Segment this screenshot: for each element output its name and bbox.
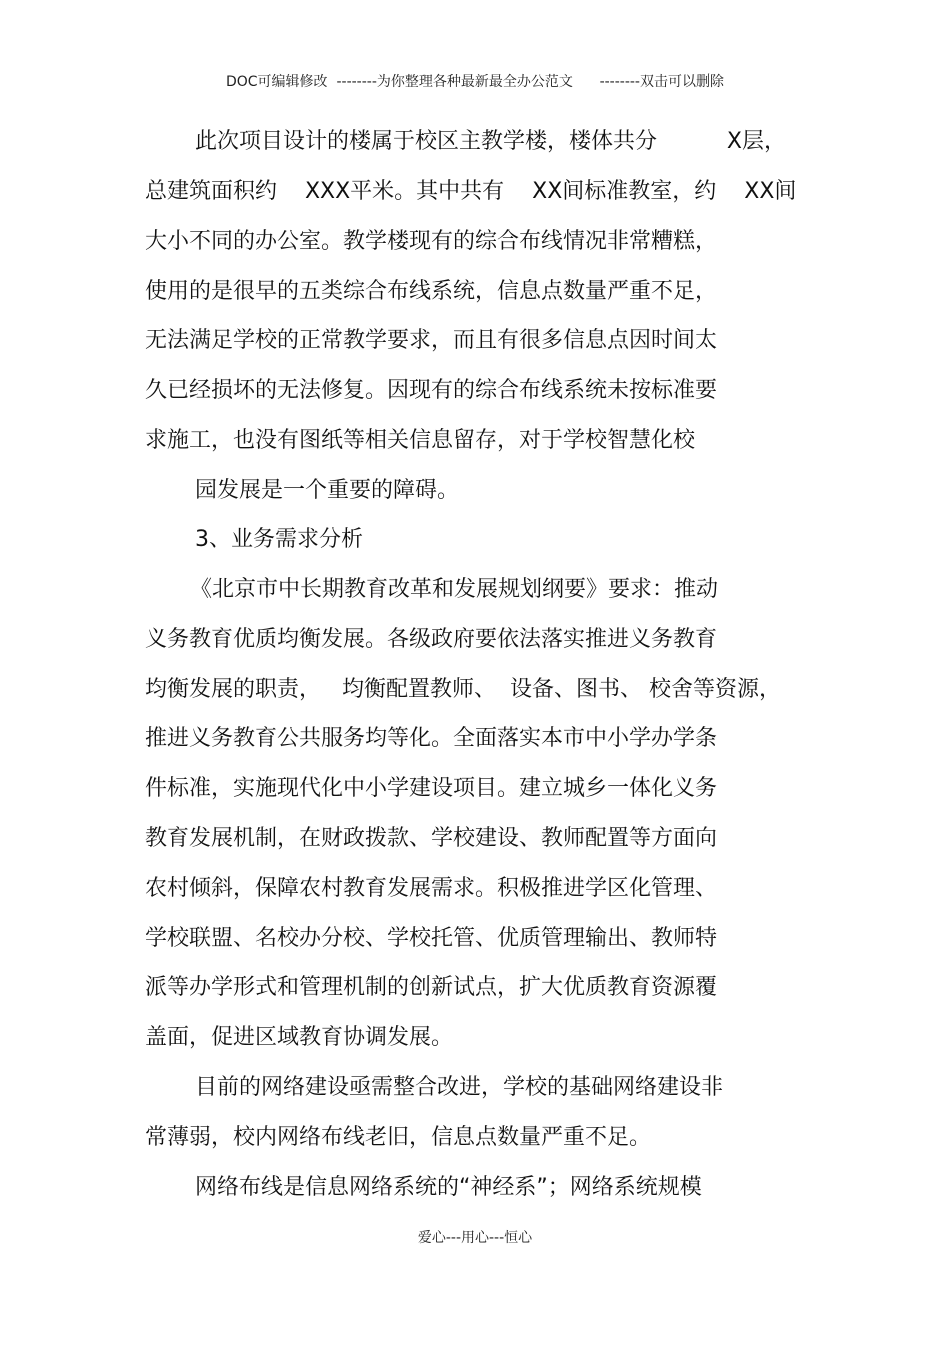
paragraph-line: 均衡发展的职责， 均衡配置教师、 设备、图书、 校舍等资源， [145,677,781,702]
paragraph-line: 学校联盟、名校办分校、学校托管、优质管理输出、教师特 [145,926,718,951]
paragraph-line: 网络布线是信息网络系统的“神经系”；网络系统规模 [195,1175,702,1200]
paragraph-line: 常薄弱，校内网络布线老旧，信息点数量严重不足。 [145,1125,652,1150]
paragraph-line: 目前的网络建设亟需整合改进，学校的基础网络建设非 [195,1075,724,1100]
page-footer: 爱心---用心---恒心 [417,1230,533,1246]
paragraph-line: 件标准，实施现代化中小学建设项目。建立城乡一体化义务 [145,776,718,801]
section-heading: 3、业务需求分析 [195,527,363,552]
page-header: DOC可编辑修改 --------为你整理各种最新最全办公范文 --------双击可以删除 [225,74,724,90]
paragraph-line: 教育发展机制，在财政拨款、学校建设、教师配置等方面向 [145,826,718,851]
paragraph-line: 推进义务教育公共服务均等化。全面落实本市中小学办学条 [145,726,718,751]
paragraph-line: 盖面，促进区域教育协调发展。 [145,1025,454,1050]
paragraph-line: 《北京市中长期教育改革和发展规划纲要》要求：推动 [190,577,719,602]
paragraph-line: 此次项目设计的楼属于校区主教学楼，楼体共分 X层， [195,129,787,154]
paragraph-line: 求施工，也没有图纸等相关信息留存，对于学校智慧化校 [145,428,696,453]
paragraph-line: 总建筑面积约 XXX平米。其中共有 XX间标准教室，约 XX间 [145,179,797,204]
paragraph-line: 使用的是很早的五类综合布线系统，信息点数量严重不足， [145,279,718,304]
paragraph-line: 园发展是一个重要的障碍。 [195,478,460,503]
paragraph-line: 农村倾斜，保障农村教育发展需求。积极推进学区化管理、 [145,876,718,901]
paragraph-line: 义务教育优质均衡发展。各级政府要依法落实推进义务教育 [145,627,718,652]
paragraph-line: 久已经损坏的无法修复。因现有的综合布线系统未按标准要 [145,378,718,403]
paragraph-line: 无法满足学校的正常教学要求，而且有很多信息点因时间太 [145,328,718,353]
paragraph-line: 大小不同的办公室。教学楼现有的综合布线情况非常糟糕， [145,229,718,254]
paragraph-line: 派等办学形式和管理机制的创新试点，扩大优质教育资源覆 [145,975,718,1000]
